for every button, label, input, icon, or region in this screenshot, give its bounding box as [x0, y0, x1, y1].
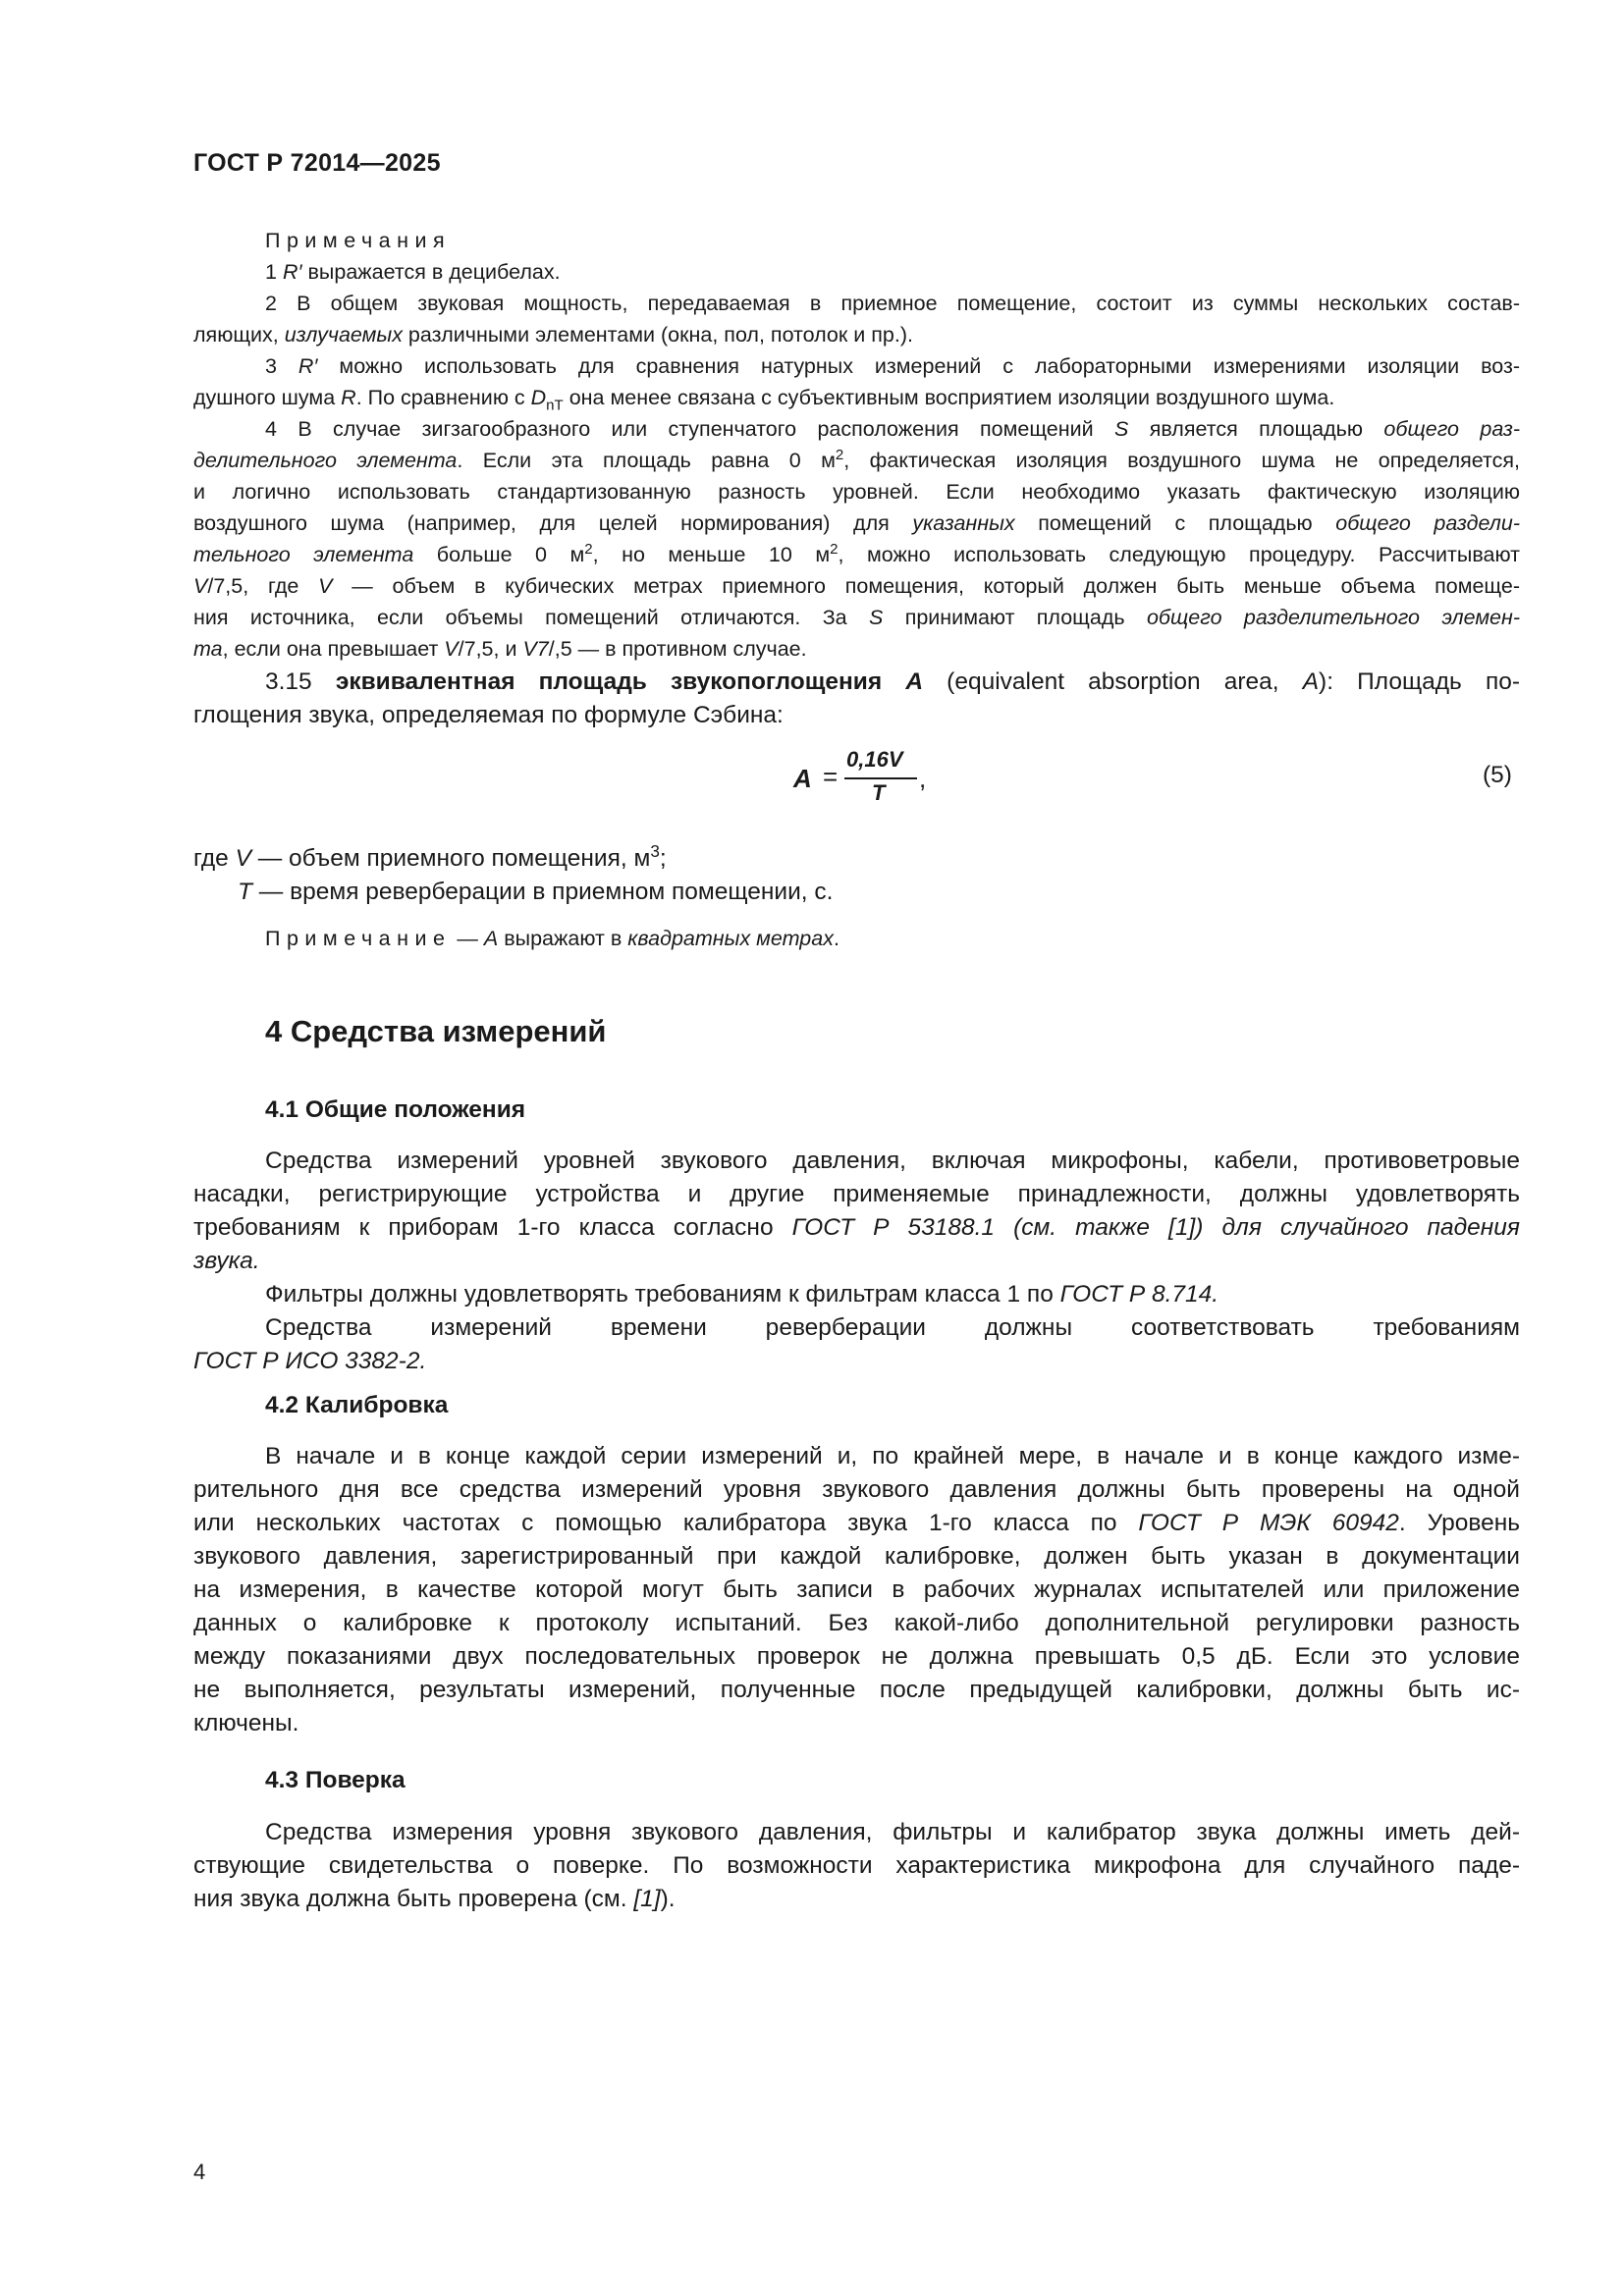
- s41-line-2: насадки, регистрирующие устройства и другие применяемые принадлежности, должны удовлетворять: [193, 1181, 1520, 1207]
- note-3-symbol-d: D: [530, 386, 547, 409]
- note-2-text-b: различными элементами (окна, пол, потолок и пр.).: [402, 323, 913, 347]
- note-4-line-7: [193, 602, 1520, 633]
- s41-ref-gost-8714: ГОСТ Р 8.714.: [1059, 1281, 1219, 1308]
- note-4-italic-7: общего разделительного элемен-: [1146, 606, 1521, 629]
- term: эквивалентная площадь звукопоглощения: [335, 668, 906, 695]
- note-4-symbol-v4: V7: [522, 637, 549, 661]
- sabine-formula: [793, 748, 941, 807]
- note-label: Примечание: [265, 927, 452, 950]
- s41-reverb-line-1: Средства измерений времени реверберации должны соответствовать требованиям: [265, 1314, 1520, 1341]
- note-4-line-2: [193, 445, 1520, 476]
- s42-line-8: не выполняется, результаты измерений, полученные после предыдущей калибровки, должны быть ис-: [193, 1677, 1520, 1703]
- note-3-symbol-r: R: [341, 386, 356, 409]
- s42-line-1: В начале и в конце каждой серии измерений и, по крайней мере, в начале и в конце каждого изме-: [265, 1443, 1520, 1469]
- note-4-line-3: и логично использовать стандартизованную разность уровней. Если необходимо указать фактическую изоляцию: [193, 480, 1520, 504]
- clause-3-15-line-1: [193, 666, 1520, 699]
- note-4-text-8a: , если она превышает: [222, 637, 445, 661]
- s43-line-3: [193, 1883, 1520, 1916]
- s43-line-3b: ).: [660, 1886, 676, 1912]
- s41-filters-text: Фильтры должны удовлетворять требованиям к фильтрам класса 1 по: [265, 1281, 1060, 1308]
- s42-line-7: между показаниями двух последовательных проверок не должна превышать 0,5 дБ. Если это условие: [193, 1643, 1520, 1670]
- s41-ref-gost-iso-3382: ГОСТ Р ИСО 3382-2.: [193, 1348, 427, 1374]
- note-4-text-8b: /7,5, и: [458, 637, 523, 661]
- term-english-a: (equivalent absorption area,: [923, 668, 1303, 695]
- section-4-3-body: [193, 1816, 1520, 1916]
- s41-line-1: Средства измерений уровней звукового давления, включая микрофоны, кабели, противоветровые: [265, 1148, 1520, 1174]
- s42-line-3a: или нескольких частотах с помощью калибратора звука 1-го класса по: [193, 1510, 1139, 1536]
- note-4-text-5b: , но меньше 10 м: [592, 543, 831, 566]
- formula-numerator: 0,16V: [846, 747, 903, 772]
- clause-3-15-line-2: глощения звука, определяемая по формуле Сэбина:: [193, 702, 784, 728]
- note-dash: —: [451, 927, 484, 950]
- where-v-text: — объем приемного помещения, м: [250, 845, 651, 872]
- note-4-text-4a: воздушного шума (например, для целей нормирования) для: [193, 511, 913, 535]
- note-4-symbol-s2: S: [869, 606, 884, 629]
- note-3-line-2: [193, 382, 1520, 413]
- s41-line-3a: требованиям к приборам 1-го класса согласно: [193, 1214, 792, 1241]
- s43-line-2: ствующие свидетельства о поверке. По возможности характеристика микрофона для случайного паде-: [193, 1852, 1520, 1879]
- formula-lhs: A: [793, 764, 812, 793]
- note-4-text-2b: , фактическая изоляция воздушного шума не определяется,: [843, 449, 1521, 472]
- note-3-text-b: душного шума: [193, 386, 342, 409]
- note-text-a: выражают в: [498, 927, 628, 950]
- note-4-line-4: [193, 507, 1520, 539]
- s43-ref-1: [1]: [633, 1886, 661, 1912]
- s41-filters: [193, 1278, 1520, 1311]
- note-1-text: выражается в децибелах.: [301, 260, 561, 284]
- note-4-line-5: [193, 539, 1520, 570]
- where-v-symbol: V: [235, 845, 251, 872]
- note-2-text-a: ляющих,: [193, 323, 285, 347]
- note-4-text-6b: — объем в кубических метрах приемного помещения, который должен быть меньше объема помеще-: [332, 574, 1520, 598]
- note-4-line-8: [193, 633, 1520, 665]
- s41-line-4: [193, 1245, 1520, 1278]
- note-4-sup-5b: 2: [830, 540, 839, 558]
- note-4-text-5c: , можно использовать следующую процедуру. Рассчитывают: [838, 543, 1520, 566]
- note-4-symbol-v3: V: [444, 637, 459, 661]
- clause-number: 3.15: [265, 668, 336, 695]
- note-3-line-1: [193, 350, 1520, 382]
- note-2-line-1: 2 В общем звуковая мощность, передаваемая в приемное помещение, состоит из суммы нескольких состав-: [265, 292, 1520, 315]
- notes-title-text: Примечания: [265, 229, 452, 252]
- section-4-2-heading: 4.2 Калибровка: [265, 1392, 449, 1418]
- note-4-text-1b: является площадью: [1128, 417, 1384, 441]
- note-3-text-c: . По сравнению с: [355, 386, 531, 409]
- section-4-heading: 4 Средства измерений: [265, 1014, 607, 1048]
- term-definition-a: ): Площадь по-: [1319, 668, 1520, 695]
- section-4-1-heading: 4.1 Общие положения: [265, 1096, 526, 1123]
- note-4-symbol-v2: V: [318, 574, 333, 598]
- section-4-2-body: [193, 1440, 1520, 1740]
- s41-ref-gost-53188: ГОСТ Р 53188.1 (см. также [1]) для случайного падения: [791, 1214, 1520, 1241]
- document-code: ГОСТ Р 72014—2025: [193, 149, 441, 177]
- where-t: [238, 879, 833, 906]
- formula-comma: ,: [919, 764, 927, 793]
- note-italic: квадратных метрах: [627, 927, 834, 950]
- page-number: 4: [193, 2160, 206, 2184]
- s42-ref-gost-iec-60942: ГОСТ Р МЭК 60942: [1138, 1510, 1399, 1536]
- note-1-num: 1: [265, 260, 277, 284]
- section-4-1-body: [193, 1145, 1520, 1378]
- note-4-sup-2: 2: [835, 446, 844, 463]
- note-3-symbol: R′: [298, 354, 318, 378]
- s41-line-3: [193, 1211, 1520, 1245]
- note-2-italic: излучаемых: [284, 323, 403, 347]
- where-v-end: ;: [659, 845, 667, 872]
- notes-block: [193, 225, 1520, 665]
- note-symbol: A: [483, 927, 499, 950]
- s43-line-1: Средства измерения уровня звукового давления, фильтры и калибратор звука должны иметь дей-: [265, 1819, 1520, 1845]
- note-4-text-7b: принимают площадь: [883, 606, 1147, 629]
- formula-number: (5): [1483, 762, 1512, 788]
- note-4-sup-5a: 2: [584, 540, 593, 558]
- note-4-line-6: [193, 570, 1520, 602]
- note-4-text-5a: больше 0 м: [413, 543, 585, 566]
- note-4-italic-4b: общего раздели-: [1335, 511, 1520, 535]
- s42-line-9: ключены.: [193, 1710, 299, 1736]
- where-t-symbol: T: [238, 879, 252, 905]
- where-prefix: где: [193, 845, 236, 872]
- note-2-line-2: [193, 319, 1520, 350]
- s42-line-4: звукового давления, зарегистрированный при каждой калибровке, должен быть указан в документации: [193, 1543, 1520, 1570]
- notes-title: [193, 225, 1520, 256]
- s41-reverb-line-2: [193, 1345, 1520, 1378]
- note-text-b: .: [833, 927, 839, 950]
- note-3-num: 3: [265, 354, 298, 378]
- formula-equals: =: [823, 762, 839, 791]
- note-4-symbol-v1: V: [193, 574, 208, 598]
- note-3-subscript: nT: [546, 397, 564, 414]
- where-v-sup: 3: [650, 840, 660, 861]
- note-3-text-d: она менее связана с субъективным восприятием изоляции воздушного шума.: [563, 386, 1335, 409]
- note-1: [193, 256, 1520, 288]
- s42-line-2: рительного дня все средства измерений уровня звукового давления должны быть проверены на одной: [193, 1476, 1520, 1503]
- section-4-3-heading: 4.3 Поверка: [265, 1767, 406, 1793]
- fraction-bar: [844, 777, 917, 779]
- where-t-text: — время реверберации в приемном помещении, с.: [251, 879, 834, 905]
- term-english-symbol: A: [1302, 668, 1320, 695]
- note-4-italic-1: общего раз-: [1383, 417, 1520, 441]
- s42-line-5: на измерения, в качестве которой могут быть записи в рабочих журналах испытателей или приложение: [193, 1576, 1520, 1603]
- note-4-italic-5: тельного элемента: [193, 543, 414, 566]
- s41-line-4-italic: звука.: [193, 1248, 260, 1274]
- s42-line-6: данных о калибровке к протоколу испытаний. Без какой-либо дополнительной регулировки разность: [193, 1610, 1520, 1636]
- note-4-symbol-s: S: [1114, 417, 1129, 441]
- note-3-text-a: можно использовать для сравнения натурных измерений с лабораторными измерениями изоляции воз-: [317, 354, 1520, 378]
- clause-3-15: [193, 666, 1520, 732]
- note-1-symbol: R′: [282, 260, 302, 284]
- note-4-italic-4a: указанных: [912, 511, 1015, 535]
- note-4-text-2a: . Если эта площадь равна 0 м: [457, 449, 836, 472]
- note-4-italic-8: та: [193, 637, 223, 661]
- note-4-text-7a: ния источника, если объемы помещений отличаются. За: [193, 606, 869, 629]
- note-4-italic-2: делительного элемента: [193, 449, 458, 472]
- note-a-units: [265, 927, 839, 951]
- formula-denominator: T: [872, 780, 886, 805]
- note-4-line-1: [193, 413, 1520, 445]
- s42-line-3: [193, 1507, 1520, 1540]
- note-4-text-8c: /,5 — в противном случае.: [548, 637, 807, 661]
- note-4-text-6a: /7,5, где: [207, 574, 319, 598]
- s42-line-3b: . Уровень: [1398, 1510, 1521, 1536]
- note-4-text-1a: 4 В случае зигзагообразного или ступенчатого расположения помещений: [265, 417, 1115, 441]
- term-symbol: A: [905, 668, 924, 695]
- s43-line-3a: ния звука должна быть проверена (см.: [193, 1886, 634, 1912]
- where-v: [193, 842, 667, 876]
- note-4-text-4b: помещений с площадью: [1014, 511, 1336, 535]
